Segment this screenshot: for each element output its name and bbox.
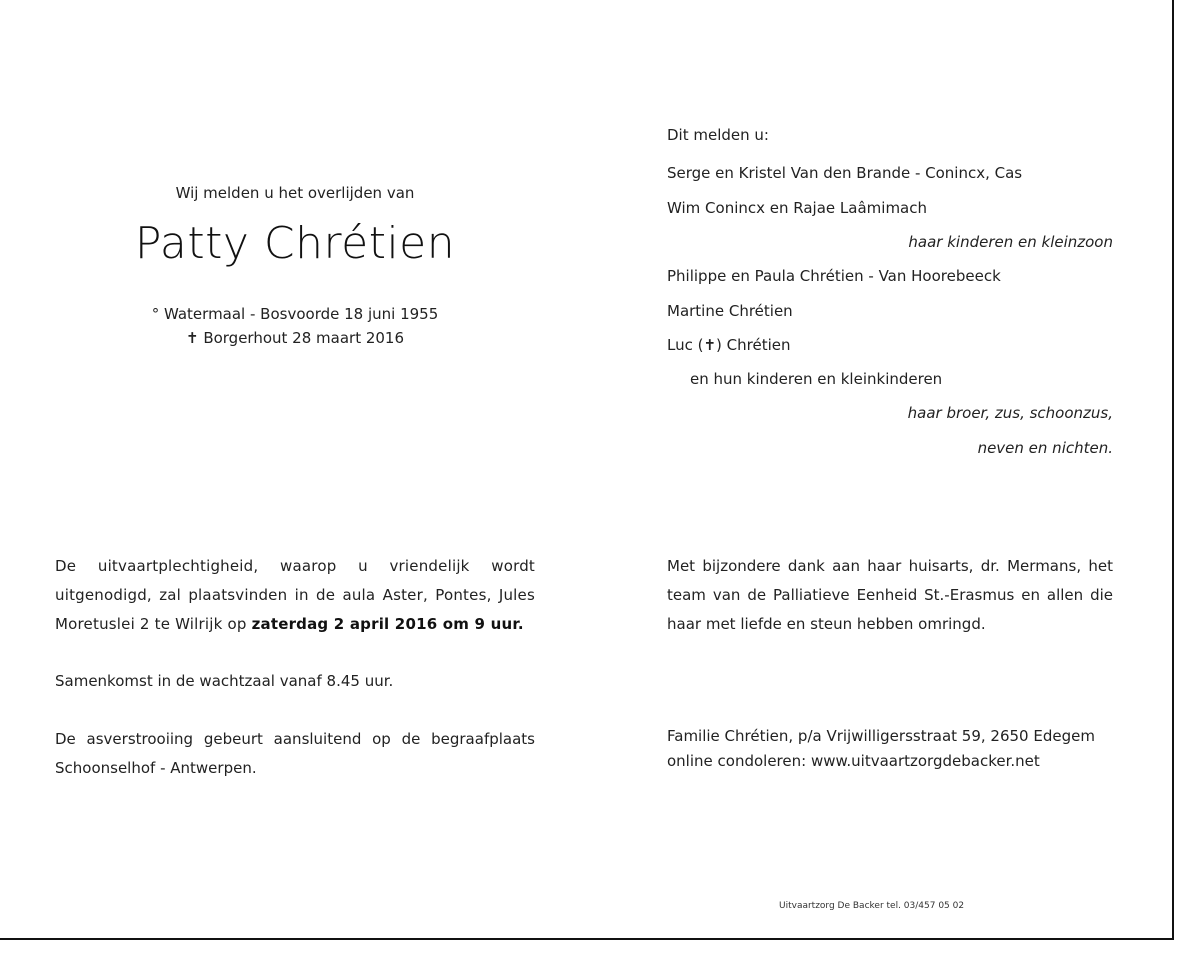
- cross-icon: ✝: [703, 336, 717, 354]
- family-line-3: Philippe en Paula Chrétien - Van Hoorebeeck: [667, 267, 1001, 285]
- cross-icon: ✝: [185, 329, 199, 347]
- deceased-name: Patty Chrétien: [134, 218, 456, 269]
- family-line-1: Serge en Kristel Van den Brande - Conincx, Cas: [667, 164, 1023, 182]
- online-condolences: online condoleren: www.uitvaartzorgdebacker.net: [667, 752, 1040, 770]
- family-address: Familie Chrétien, p/a Vrijwilligersstraat 59, 2650 Edegem: [667, 727, 1095, 745]
- death-text: Borgerhout 28 maart 2016: [198, 329, 405, 347]
- ceremony-paragraph: [55, 552, 535, 639]
- ceremony-datetime: zaterdag 2 april 2016 om 9 uur.: [251, 615, 524, 633]
- birth-line: ° Watermaal - Bosvoorde 18 juni 1955: [151, 305, 439, 323]
- thanks-paragraph: Met bijzondere dank aan haar huisarts, dr. Mermans, het team van de Palliatieve Eenheid St.-Erasmus en allen die haar met liefde en steun hebben omringd.: [667, 557, 1113, 633]
- contact-block: [667, 724, 1095, 774]
- announcers-heading: Dit melden u:: [667, 126, 769, 144]
- family-line-6: en hun kinderen en kleinkinderen: [690, 370, 943, 388]
- family-line-2: Wim Conincx en Rajae Laâmimach: [667, 199, 927, 217]
- life-dates: [60, 302, 530, 350]
- funeral-home-footer: Uitvaartzorg De Backer tel. 03/457 05 02: [779, 901, 965, 911]
- scattering-paragraph: De asverstrooiing gebeurt aansluitend op de begraafplaats Schoonselhof - Antwerpen.: [55, 730, 535, 777]
- family-relation-2: haar broer, zus, schoonzus,: [907, 404, 1113, 422]
- family-relation-1: haar kinderen en kleinzoon: [908, 233, 1113, 251]
- family-line-5-post: ) Chrétien: [716, 336, 791, 354]
- gathering-paragraph: Samenkomst in de wachtzaal vanaf 8.45 uur.: [55, 672, 394, 690]
- family-line-5-pre: Luc (: [667, 336, 704, 354]
- family-line-4: Martine Chrétien: [667, 302, 793, 320]
- intro-text: Wij melden u het overlijden van: [175, 184, 415, 202]
- family-line-5: [667, 336, 791, 354]
- ceremony-text: De uitvaartplechtigheid, waarop u vriendelijk wordt uitgenodigd, zal plaatsvinden in de aula Aster, Pontes, Jules Moretuslei 2 te Wilrijk op: [55, 557, 535, 633]
- death-line: [60, 326, 530, 350]
- family-relation-3: neven en nichten.: [977, 439, 1113, 457]
